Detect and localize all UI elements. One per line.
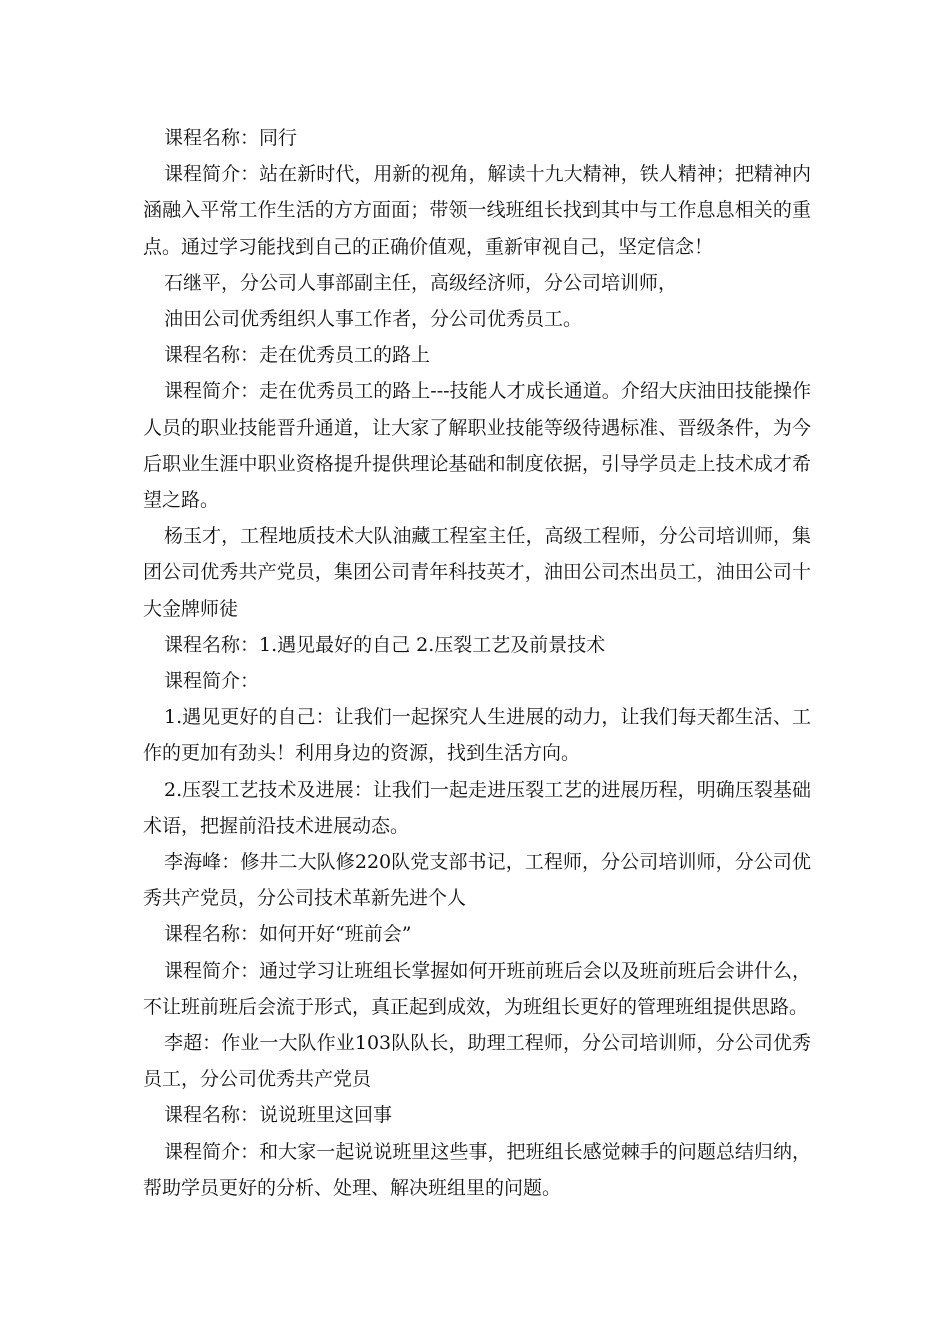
course-intro-tongxing: 课程简介：站在新时代，用新的视角，解读十九大精神，铁人精神；把精神内涵融入平常工作生活的方方面面；带领一线班组长找到其中与工作息息相关的重点。通过学习能找到自己的正确价值观，重新审视自己，坚定信念！ bbox=[143, 163, 811, 258]
course-intro-item-2: 2.压裂工艺技术及进展：让我们一起走进压裂工艺的进展历程，明确压裂基础术语，把握前沿技术进展动态。 bbox=[143, 778, 811, 837]
course-name-shift-meeting: 课程名称：如何开好“班前会” bbox=[164, 923, 412, 946]
course-name-best-self-fracturing: 课程名称：1.遇见最好的自己 2.压裂工艺及前景技术 bbox=[164, 633, 606, 656]
course-name-team-matters: 课程名称：说说班里这回事 bbox=[164, 1104, 393, 1127]
document-body bbox=[143, 120, 811, 1206]
instructor-shi-jiping: 石继平，分公司人事部副主任，高级经济师，分公司培训师， bbox=[164, 271, 678, 294]
course-intro-shift-meeting: 课程简介：通过学习让班组长掌握如何开班前班后会以及班前班后会讲什么，不让班前班后会流于形式，真正起到成效，为班组长更好的管理班组提供思路。 bbox=[143, 959, 811, 1018]
course-intro-label: 课程简介： bbox=[164, 670, 260, 693]
instructor-shi-jiping-honors: 油田公司优秀组织人事工作者，分公司优秀员工。 bbox=[164, 308, 583, 331]
course-intro-excellent-employee: 课程简介：走在优秀员工的路上---技能人才成长通道。介绍大庆油田技能操作人员的职业技能晋升通道，让大家了解职业技能等级待遇标准、晋级条件，为今后职业生涯中职业资格提升提供理论基础和制度依据，引导学员走上技术成才希望之路。 bbox=[143, 380, 811, 512]
course-name-excellent-employee: 课程名称：走在优秀员工的路上 bbox=[164, 344, 431, 367]
instructor-li-chao: 李超：作业一大队作业103队队长，助理工程师，分公司培训师，分公司优秀员工，分公司优秀共产党员 bbox=[143, 1032, 811, 1091]
instructor-yang-yucai: 杨玉才，工程地质技术大队油藏工程室主任，高级工程师，分公司培训师，集团公司优秀共产党员，集团公司青年科技英才，油田公司杰出员工，油田公司十大金牌师徒 bbox=[143, 525, 811, 620]
instructor-li-haifeng: 李海峰：修井二大队修220队党支部书记，工程师，分公司培训师，分公司优秀共产党员，分公司技术革新先进个人 bbox=[143, 851, 811, 910]
course-intro-item-1: 1.遇见更好的自己：让我们一起探究人生进展的动力，让我们每天都生活、工作的更加有劲头！利用身边的资源，找到生活方向。 bbox=[143, 706, 811, 765]
course-name-tongxing: 课程名称：同行 bbox=[164, 127, 298, 149]
course-intro-team-matters: 课程简介：和大家一起说说班里这些事，把班组长感觉棘手的问题总结归纳，帮助学员更好的分析、处理、解决班组里的问题。 bbox=[143, 1140, 811, 1199]
